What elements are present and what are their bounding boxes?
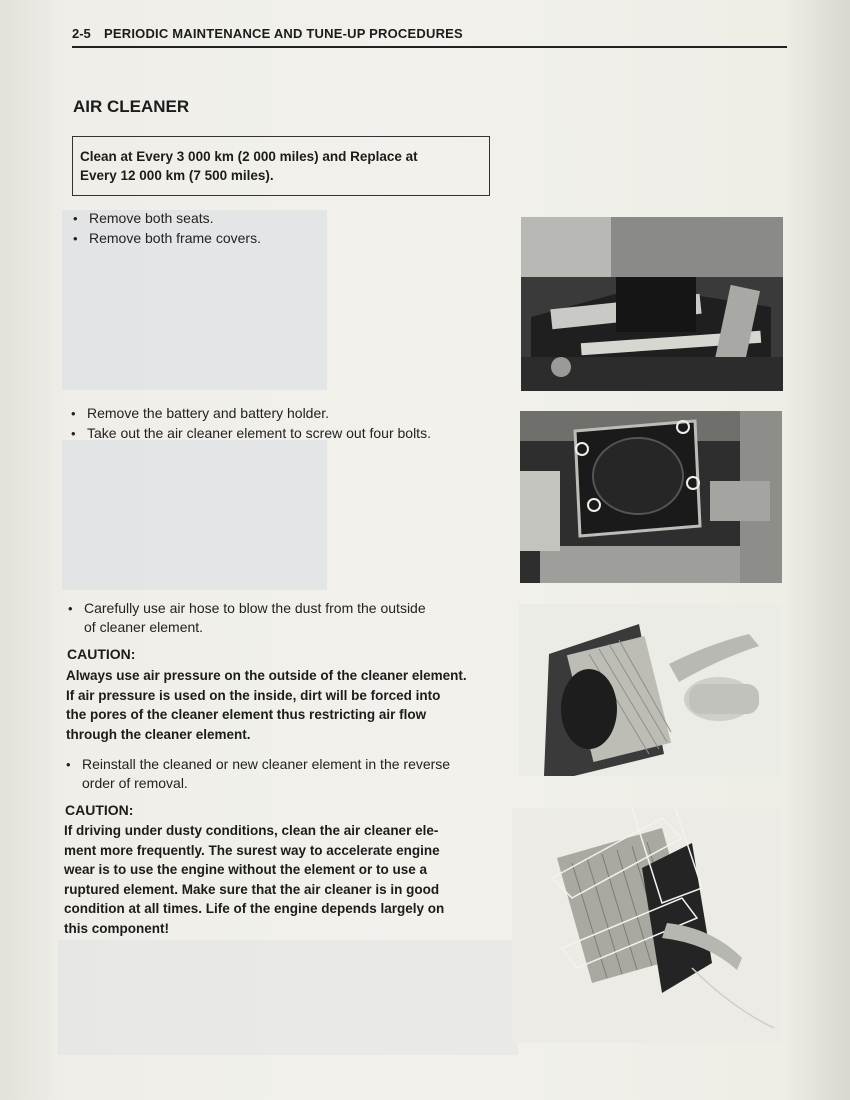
step-remove-seats xyxy=(73,209,473,228)
caution-line: condition at all times. Life of the engine depends largely on xyxy=(64,901,445,916)
bullet: • xyxy=(73,231,78,246)
bullet: • xyxy=(66,757,71,772)
caution-line: the pores of the cleaner element thus restricting air flow xyxy=(66,707,427,722)
step-text: order of removal. xyxy=(82,775,188,791)
caution-line: this component! xyxy=(64,920,169,936)
caution-line: Always use air pressure on the outside of the cleaner element. xyxy=(66,668,467,683)
photo-blowing-element xyxy=(519,604,781,776)
caution-text xyxy=(66,666,506,744)
bleed-through-shade xyxy=(58,940,518,1055)
maintenance-interval-box xyxy=(72,136,490,196)
caution-line: If air pressure is used on the inside, dirt will be forced into xyxy=(66,687,441,703)
caution-heading: CAUTION: xyxy=(65,802,134,818)
step-text: Reinstall the cleaned or new cleaner element in the reverse xyxy=(82,756,451,772)
section-title: AIR CLEANER xyxy=(73,97,190,116)
photo-air-cleaner-housing-image xyxy=(520,411,782,583)
step-blow-dust xyxy=(68,599,508,637)
photo-air-cleaner-housing xyxy=(520,411,782,583)
step-text: of cleaner element. xyxy=(84,619,204,635)
page-header xyxy=(72,24,787,48)
photo-reinstall-element xyxy=(512,808,782,1043)
step-remove-battery xyxy=(71,404,511,423)
page-number: 2-5 xyxy=(72,26,91,41)
step-remove-frame-covers xyxy=(73,229,473,248)
step-text: Remove the battery and battery holder. xyxy=(87,405,330,421)
bullet: • xyxy=(73,211,78,226)
step-remove-element xyxy=(71,424,511,443)
interval-line: Every 12 000 km (7 500 miles). xyxy=(80,168,274,183)
bullet: • xyxy=(71,406,76,421)
caution-line: ruptured element. Make sure that the air cleaner is in good xyxy=(64,881,440,897)
bullet: • xyxy=(68,601,73,616)
step-text: Take out the air cleaner element to screw out four bolts. xyxy=(87,425,431,441)
step-text: Remove both seats. xyxy=(89,210,214,226)
caution-line: through the cleaner element. xyxy=(66,726,251,742)
interval-line: Clean at Every 3 000 km (2 000 miles) and Replace at xyxy=(80,149,418,164)
caution-heading: CAUTION: xyxy=(67,646,136,662)
caution-line: wear is to use the engine without the element or to use a xyxy=(64,862,428,877)
photo-blowing-element-image xyxy=(519,604,781,776)
photo-frame-seats-removed xyxy=(521,217,783,391)
bullet: • xyxy=(71,426,76,441)
caution-text xyxy=(64,821,504,938)
caution-line: If driving under dusty conditions, clean the air cleaner ele- xyxy=(64,823,439,838)
bleed-through-shade xyxy=(62,440,327,590)
step-text: Carefully use air hose to blow the dust from the outside xyxy=(84,600,426,616)
chapter-title: PERIODIC MAINTENANCE AND TUNE-UP PROCEDURES xyxy=(104,26,463,41)
step-reinstall xyxy=(66,755,506,793)
photo-frame-seats-removed-image xyxy=(521,217,783,391)
photo-reinstall-element-image xyxy=(512,808,782,1043)
step-text: Remove both frame covers. xyxy=(89,230,261,246)
caution-line: ment more frequently. The surest way to accelerate engine xyxy=(64,842,440,858)
